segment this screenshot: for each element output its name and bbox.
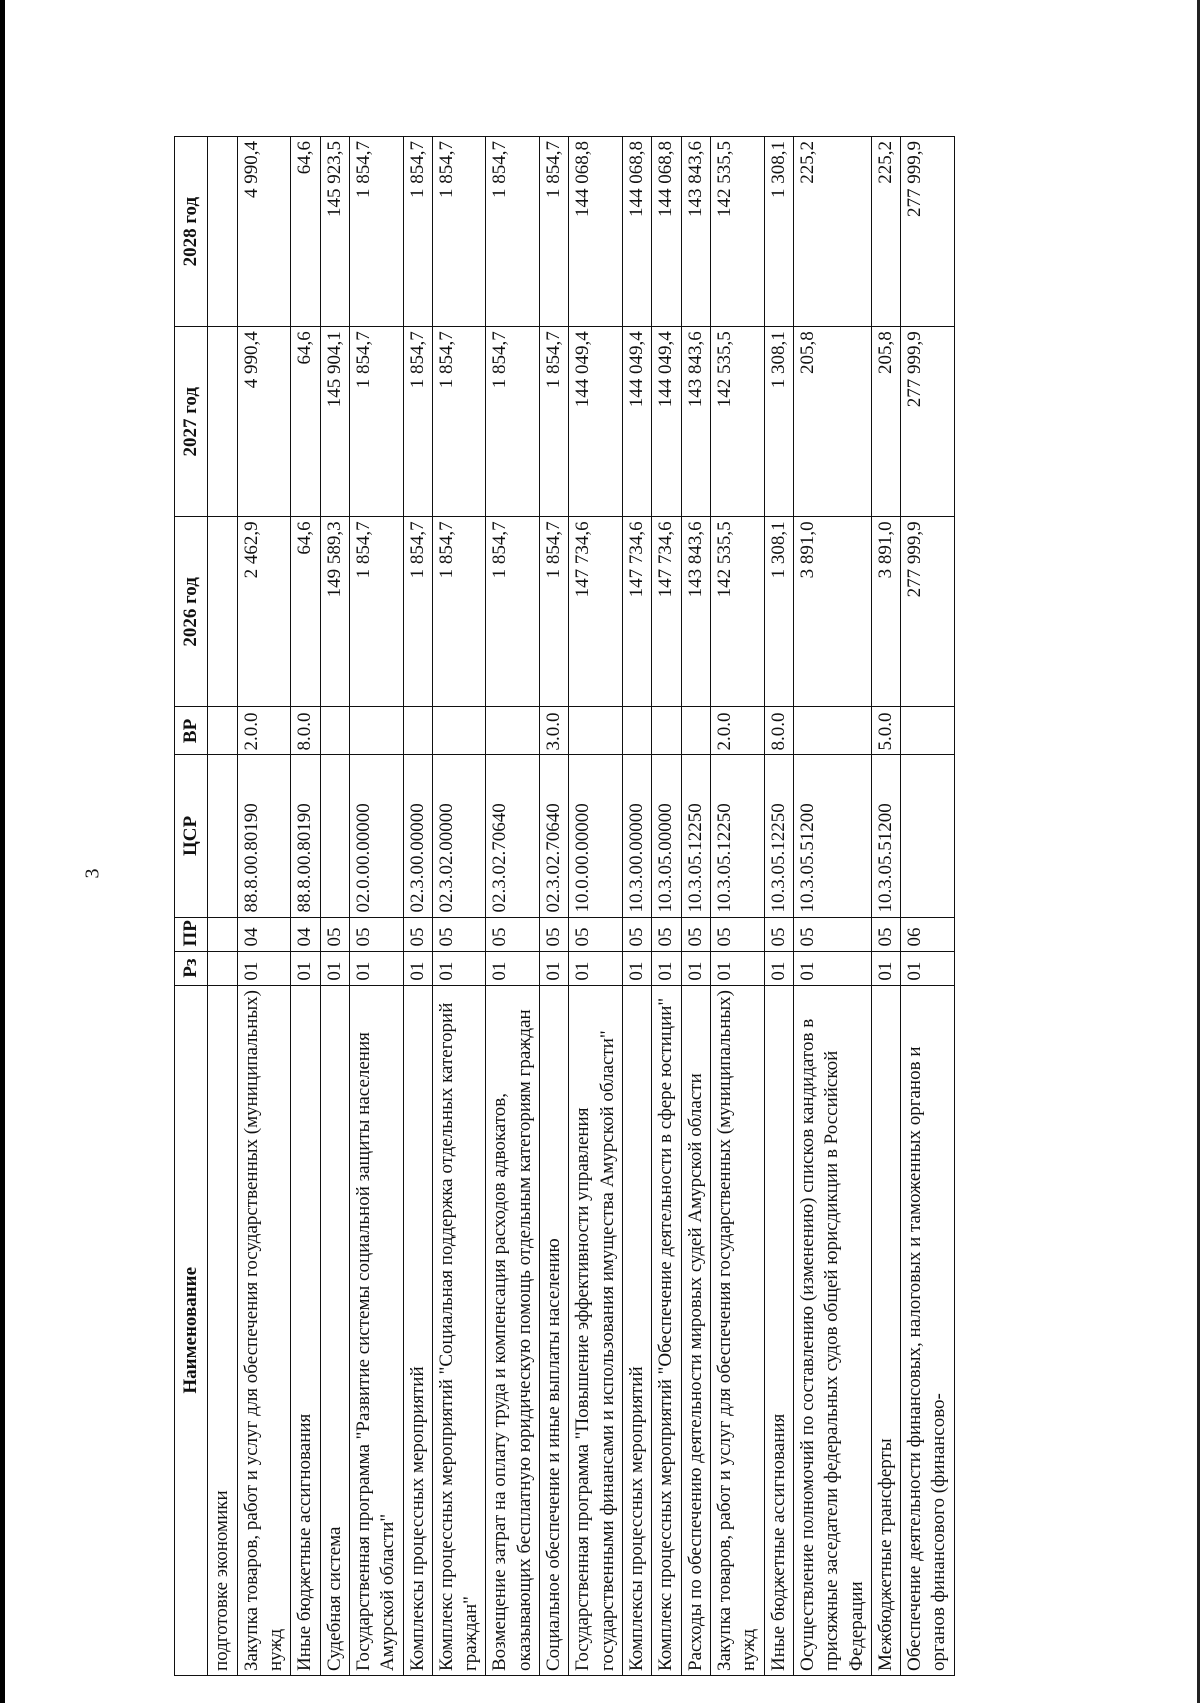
table-row: [486, 137, 540, 1676]
cell-name: Государственная программа "Повышение эффективности управления государственными финансами и использования имущества Амурской области": [569, 985, 623, 1675]
cell-name: Комплексы процессных мероприятий: [403, 985, 432, 1675]
table-body: [208, 137, 954, 1676]
header-row: [175, 137, 208, 1676]
cell-rz: 01: [652, 951, 681, 985]
cell-name: Иные бюджетные ассигнования: [764, 985, 793, 1675]
budget-table: [174, 136, 955, 1676]
cell-rz: 01: [871, 951, 900, 985]
cell-2026: 147 734,6: [623, 517, 652, 707]
cell-2028: 64,6: [291, 137, 320, 327]
cell-2027: 145 904,1: [320, 327, 349, 517]
cell-2026: 2 462,9: [237, 517, 291, 707]
cell-2028: [208, 137, 237, 327]
cell-2028: 1 308,1: [764, 137, 793, 327]
cell-2028: 1 854,7: [349, 137, 403, 327]
cell-name: подготовке экономики: [208, 985, 237, 1675]
cell-pr: 05: [540, 917, 569, 951]
cell-csr: 10.3.05.12250: [710, 755, 764, 917]
cell-2026: 142 535,5: [710, 517, 764, 707]
cell-vr: 2.0.0: [710, 707, 764, 755]
cell-pr: 05: [349, 917, 403, 951]
cell-name: Закупка товаров, работ и услуг для обеспечения государственных (муниципальных) нужд: [237, 985, 291, 1675]
cell-2026: 1 854,7: [349, 517, 403, 707]
cell-name: Комплекс процессных мероприятий "Социальная поддержка отдельных категорий граждан": [432, 985, 486, 1675]
cell-2028: 4 990,4: [237, 137, 291, 327]
header-name: Наименование: [175, 985, 208, 1675]
cell-csr: 10.3.05.51200: [793, 755, 871, 917]
cell-2027: 143 843,6: [681, 327, 710, 517]
cell-name: Комплексы процессных мероприятий: [623, 985, 652, 1675]
page-number: 3: [81, 868, 104, 879]
cell-rz: 01: [793, 951, 871, 985]
table-row: [710, 137, 764, 1676]
cell-pr: 05: [710, 917, 764, 951]
header-vr: ВР: [175, 707, 208, 755]
table-row: [793, 137, 871, 1676]
cell-2027: 1 854,7: [349, 327, 403, 517]
cell-csr: 10.3.05.12250: [681, 755, 710, 917]
cell-2026: 1 854,7: [540, 517, 569, 707]
table-row: [291, 137, 320, 1676]
header-2027: 2027 год: [175, 327, 208, 517]
cell-rz: 01: [901, 951, 955, 985]
cell-pr: 05: [793, 917, 871, 951]
cell-name: Государственная программа "Развитие системы социальной защиты населения Амурской области": [349, 985, 403, 1675]
cell-2027: 4 990,4: [237, 327, 291, 517]
cell-2028: 1 854,7: [403, 137, 432, 327]
cell-vr: [569, 707, 623, 755]
cell-name: Закупка товаров, работ и услуг для обеспечения государственных (муниципальных) нужд: [710, 985, 764, 1675]
cell-2026: 3 891,0: [793, 517, 871, 707]
cell-rz: 01: [237, 951, 291, 985]
cell-2027: 277 999,9: [901, 327, 955, 517]
cell-2028: 225,2: [871, 137, 900, 327]
cell-2028: 277 999,9: [901, 137, 955, 327]
cell-csr: 02.3.02.70640: [486, 755, 540, 917]
cell-2028: 142 535,5: [710, 137, 764, 327]
cell-pr: 06: [901, 917, 955, 951]
cell-csr: [320, 755, 349, 917]
cell-csr: [901, 755, 955, 917]
cell-vr: [901, 707, 955, 755]
cell-name: Социальное обеспечение и иные выплаты населению: [540, 985, 569, 1675]
cell-name: Обеспечение деятельности финансовых, налоговых и таможенных органов и органов финансового (финансово-: [901, 985, 955, 1675]
cell-2027: 144 049,4: [569, 327, 623, 517]
cell-vr: 3.0.0: [540, 707, 569, 755]
header-csr: ЦСР: [175, 755, 208, 917]
cell-2026: 143 843,6: [681, 517, 710, 707]
table-rotation-frame: [174, 136, 1058, 1676]
cell-2027: 144 049,4: [652, 327, 681, 517]
cell-rz: 01: [623, 951, 652, 985]
cell-vr: 8.0.0: [764, 707, 793, 755]
cell-2026: 147 734,6: [652, 517, 681, 707]
cell-2028: 144 068,8: [623, 137, 652, 327]
cell-2027: 144 049,4: [623, 327, 652, 517]
table-row: [208, 137, 237, 1676]
cell-pr: 05: [569, 917, 623, 951]
cell-vr: [681, 707, 710, 755]
cell-pr: 04: [237, 917, 291, 951]
table-header: [175, 137, 208, 1676]
cell-rz: 01: [486, 951, 540, 985]
cell-csr: 88.8.00.80190: [291, 755, 320, 917]
cell-name: Комплекс процессных мероприятий "Обеспечение деятельности в сфере юстиции": [652, 985, 681, 1675]
cell-2027: 205,8: [793, 327, 871, 517]
cell-rz: 01: [432, 951, 486, 985]
cell-2026: 1 308,1: [764, 517, 793, 707]
cell-2027: 64,6: [291, 327, 320, 517]
cell-pr: 04: [291, 917, 320, 951]
cell-name: Судебная система: [320, 985, 349, 1675]
cell-2026: 149 589,3: [320, 517, 349, 707]
rotated-table-area: [174, 136, 1058, 1676]
cell-vr: [208, 707, 237, 755]
cell-pr: 05: [764, 917, 793, 951]
cell-vr: [320, 707, 349, 755]
cell-2026: 277 999,9: [901, 517, 955, 707]
cell-name: Осуществление полномочий по составлению (изменению) списков кандидатов в присяжные заседатели федеральных судов общей юрисдикции в Российской Федерации: [793, 985, 871, 1675]
scan-edge-left: [0, 0, 5, 1703]
table-row: [681, 137, 710, 1676]
cell-csr: 10.3.05.00000: [652, 755, 681, 917]
header-2028: 2028 год: [175, 137, 208, 327]
cell-2026: 64,6: [291, 517, 320, 707]
cell-2026: 1 854,7: [432, 517, 486, 707]
cell-2027: 1 854,7: [432, 327, 486, 517]
cell-csr: 10.3.05.12250: [764, 755, 793, 917]
cell-name: Возмещение затрат на оплату труда и компенсация расходов адвокатов, оказывающих бесплатную юридическую помощь отдельным категориям граждан: [486, 985, 540, 1675]
cell-2026: [208, 517, 237, 707]
cell-2027: 1 854,7: [486, 327, 540, 517]
cell-vr: 8.0.0: [291, 707, 320, 755]
table-row: [569, 137, 623, 1676]
cell-csr: [208, 755, 237, 917]
table-row: [349, 137, 403, 1676]
cell-2028: 1 854,7: [432, 137, 486, 327]
cell-vr: [403, 707, 432, 755]
cell-2027: 142 535,5: [710, 327, 764, 517]
cell-2026: 1 854,7: [403, 517, 432, 707]
table-row: [764, 137, 793, 1676]
table-row: [652, 137, 681, 1676]
table-row: [403, 137, 432, 1676]
cell-pr: 05: [432, 917, 486, 951]
cell-2028: 1 854,7: [486, 137, 540, 327]
cell-vr: 5.0.0: [871, 707, 900, 755]
cell-pr: 05: [681, 917, 710, 951]
header-pr: ПР: [175, 917, 208, 951]
cell-2028: 225,2: [793, 137, 871, 327]
table-row: [540, 137, 569, 1676]
cell-csr: 10.0.00.00000: [569, 755, 623, 917]
cell-vr: [623, 707, 652, 755]
table-row: [901, 137, 955, 1676]
cell-2028: 145 923,5: [320, 137, 349, 327]
cell-2027: 1 308,1: [764, 327, 793, 517]
cell-csr: 02.0.00.00000: [349, 755, 403, 917]
cell-2026: 3 891,0: [871, 517, 900, 707]
cell-csr: 10.3.05.51200: [871, 755, 900, 917]
cell-rz: [208, 951, 237, 985]
cell-csr: 02.3.02.70640: [540, 755, 569, 917]
cell-2028: 143 843,6: [681, 137, 710, 327]
cell-2027: 205,8: [871, 327, 900, 517]
cell-vr: [349, 707, 403, 755]
cell-rz: 01: [320, 951, 349, 985]
cell-2026: 147 734,6: [569, 517, 623, 707]
table-row: [320, 137, 349, 1676]
cell-csr: 88.8.00.80190: [237, 755, 291, 917]
header-rz: Рз: [175, 951, 208, 985]
cell-rz: 01: [569, 951, 623, 985]
cell-2028: 144 068,8: [569, 137, 623, 327]
cell-pr: 05: [320, 917, 349, 951]
cell-pr: [208, 917, 237, 951]
cell-name: Иные бюджетные ассигнования: [291, 985, 320, 1675]
cell-2028: 1 854,7: [540, 137, 569, 327]
table-row: [432, 137, 486, 1676]
cell-pr: 05: [652, 917, 681, 951]
table-row: [871, 137, 900, 1676]
cell-name: Межбюджетные трансферты: [871, 985, 900, 1675]
cell-pr: 05: [623, 917, 652, 951]
cell-vr: [652, 707, 681, 755]
header-2026: 2026 год: [175, 517, 208, 707]
cell-2028: 144 068,8: [652, 137, 681, 327]
table-row: [623, 137, 652, 1676]
cell-pr: 05: [486, 917, 540, 951]
cell-2027: [208, 327, 237, 517]
cell-2026: 1 854,7: [486, 517, 540, 707]
cell-rz: 01: [710, 951, 764, 985]
cell-rz: 01: [764, 951, 793, 985]
cell-rz: 01: [291, 951, 320, 985]
cell-vr: 2.0.0: [237, 707, 291, 755]
cell-2027: 1 854,7: [540, 327, 569, 517]
cell-csr: 02.3.00.00000: [403, 755, 432, 917]
table-row: [237, 137, 291, 1676]
cell-pr: 05: [871, 917, 900, 951]
cell-2027: 1 854,7: [403, 327, 432, 517]
cell-rz: 01: [681, 951, 710, 985]
cell-rz: 01: [349, 951, 403, 985]
cell-csr: 02.3.02.00000: [432, 755, 486, 917]
cell-name: Расходы по обеспечению деятельности мировых судей Амурской области: [681, 985, 710, 1675]
cell-vr: [432, 707, 486, 755]
cell-pr: 05: [403, 917, 432, 951]
cell-rz: 01: [403, 951, 432, 985]
cell-csr: 10.3.00.00000: [623, 755, 652, 917]
cell-rz: 01: [540, 951, 569, 985]
cell-vr: [486, 707, 540, 755]
cell-vr: [793, 707, 871, 755]
